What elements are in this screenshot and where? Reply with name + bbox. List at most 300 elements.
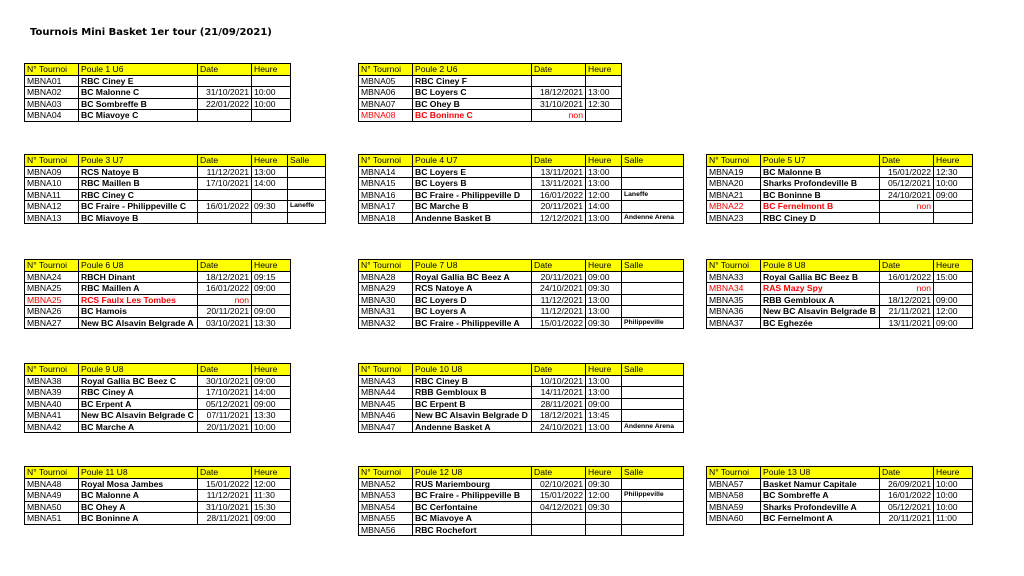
cell-team: RAS Mazy Spy — [761, 283, 880, 295]
table-header-row — [707, 155, 973, 167]
cell-time: 13:00 — [586, 294, 622, 306]
table-row — [359, 294, 684, 306]
header-date: Date — [880, 260, 934, 272]
cell-time — [252, 189, 288, 201]
header-time: Heure — [252, 64, 291, 76]
table-row — [359, 283, 684, 295]
table-row — [25, 201, 326, 213]
header-time: Heure — [586, 64, 622, 76]
cell-team: BC Fraire - Philippeville B — [413, 490, 532, 502]
cell-date: 15/01/2022 — [532, 490, 586, 502]
cell-time: 10:00 — [252, 87, 291, 99]
cell-tournoi-id: MBNA25 — [25, 294, 79, 306]
cell-tournoi-id: MBNA47 — [359, 421, 413, 433]
cell-date — [532, 524, 586, 536]
cell-venue — [622, 398, 684, 410]
cell-date: 20/11/2021 — [532, 271, 586, 283]
cell-venue — [622, 271, 684, 283]
header-tournoi-id: N° Tournoi — [707, 155, 761, 167]
cell-time — [934, 212, 973, 224]
cell-time: 13:30 — [252, 317, 291, 329]
cell-venue — [288, 178, 326, 190]
cell-time — [252, 110, 291, 122]
cell-time: 10:00 — [934, 178, 973, 190]
cell-tournoi-id: MBNA07 — [359, 98, 413, 110]
cell-team: BC Loyers A — [413, 306, 532, 318]
cell-date: 03/10/2021 — [198, 317, 252, 329]
cell-team: BC Boninne A — [79, 513, 198, 525]
cell-time: 12:30 — [934, 166, 973, 178]
table-row — [359, 212, 684, 224]
header-time: Heure — [934, 260, 973, 272]
cell-team: Royal Gallia BC Beez C — [79, 375, 198, 387]
cell-venue — [622, 166, 684, 178]
cell-venue — [288, 189, 326, 201]
header-venue: Salle — [622, 364, 684, 376]
cell-tournoi-id: MBNA34 — [707, 283, 761, 295]
cell-time — [586, 513, 622, 525]
cell-venue — [622, 375, 684, 387]
table-row — [707, 271, 973, 283]
cell-team: New BC Alsavin Belgrade C — [79, 410, 198, 422]
cell-team: RCS Faulx Les Tombes — [79, 294, 198, 306]
header-time: Heure — [586, 467, 622, 479]
cell-tournoi-id: MBNA42 — [25, 421, 79, 433]
table-row — [359, 501, 684, 513]
header-tournoi-id: N° Tournoi — [359, 260, 413, 272]
cell-time: 14:00 — [586, 201, 622, 213]
cell-team: BC Malonne C — [79, 87, 198, 99]
header-time: Heure — [252, 364, 291, 376]
cell-tournoi-id: MBNA09 — [25, 166, 79, 178]
table-row — [25, 98, 291, 110]
cell-tournoi-id: MBNA48 — [25, 478, 79, 490]
cell-team: BC Boninne B — [761, 189, 880, 201]
header-team: Poule 10 U8 — [413, 364, 532, 376]
header-tournoi-id: N° Tournoi — [25, 364, 79, 376]
header-date: Date — [198, 64, 252, 76]
cell-time — [252, 212, 288, 224]
cell-time: 13:00 — [586, 166, 622, 178]
cell-team: BC Fraire - Philippeville A — [413, 317, 532, 329]
header-time: Heure — [586, 364, 622, 376]
table-row — [707, 212, 973, 224]
cell-time: 13:00 — [586, 87, 622, 99]
cell-date: 28/11/2021 — [198, 513, 252, 525]
cell-date: 16/01/2022 — [198, 201, 252, 213]
table-row — [359, 110, 622, 122]
table-row — [25, 387, 291, 399]
cell-team: BC Miavoye B — [79, 212, 198, 224]
table-row — [359, 375, 684, 387]
header-tournoi-id: N° Tournoi — [25, 155, 79, 167]
table-row — [707, 478, 973, 490]
cell-time: 09:30 — [586, 283, 622, 295]
header-team: Poule 2 U6 — [413, 64, 532, 76]
poule-3-table — [24, 154, 326, 224]
cell-time: 09:15 — [252, 271, 291, 283]
cell-team: New BC Alsavin Belgrade B — [761, 306, 880, 318]
table-header-row — [707, 260, 973, 272]
table-row — [25, 166, 326, 178]
cell-date: 18/12/2021 — [198, 271, 252, 283]
cell-date: 31/10/2021 — [198, 501, 252, 513]
header-venue: Salle — [288, 155, 326, 167]
table-row — [359, 166, 684, 178]
table-row — [359, 306, 684, 318]
header-date: Date — [880, 467, 934, 479]
cell-tournoi-id: MBNA36 — [707, 306, 761, 318]
cell-tournoi-id: MBNA44 — [359, 387, 413, 399]
cell-date: 16/01/2022 — [532, 189, 586, 201]
cell-team: BC Fernelmont B — [761, 201, 880, 213]
table-row — [25, 283, 291, 295]
cell-team: BC Fraire - Philippeville D — [413, 189, 532, 201]
poule-10-table — [358, 363, 684, 433]
cell-time: 13:00 — [252, 166, 288, 178]
cell-team: BC Malonne A — [79, 490, 198, 502]
cell-date — [198, 212, 252, 224]
table-header-row — [25, 467, 291, 479]
cell-team: RBC Ciney D — [761, 212, 880, 224]
cell-date — [198, 75, 252, 87]
poule-8-table — [706, 259, 973, 329]
cell-team: BC Eghezée — [761, 317, 880, 329]
table-row — [25, 398, 291, 410]
table-row — [25, 410, 291, 422]
cell-team: BC Boninne C — [413, 110, 532, 122]
cell-team: New BC Alsavin Belgrade A — [79, 317, 198, 329]
cell-tournoi-id: MBNA60 — [707, 513, 761, 525]
cell-tournoi-id: MBNA39 — [25, 387, 79, 399]
cell-time — [252, 294, 291, 306]
cell-time: 12:00 — [586, 490, 622, 502]
cell-team: Basket Namur Capitale — [761, 478, 880, 490]
cell-time: 10:00 — [934, 490, 973, 502]
cell-tournoi-id: MBNA18 — [359, 212, 413, 224]
cell-venue: Laneffe — [288, 201, 326, 213]
cell-date: 22/01/2022 — [198, 98, 252, 110]
cell-time: 13:00 — [586, 421, 622, 433]
cell-date: 20/11/2021 — [198, 421, 252, 433]
cell-team: BC Sombreffe A — [761, 490, 880, 502]
cell-time — [586, 524, 622, 536]
cell-team: RUS Mariembourg — [413, 478, 532, 490]
cell-date: 05/12/2021 — [880, 178, 934, 190]
cell-date — [198, 110, 252, 122]
header-team: Poule 11 U8 — [79, 467, 198, 479]
cell-tournoi-id: MBNA05 — [359, 75, 413, 87]
header-date: Date — [198, 364, 252, 376]
table-row — [25, 87, 291, 99]
cell-time: 15:00 — [934, 271, 973, 283]
cell-tournoi-id: MBNA28 — [359, 271, 413, 283]
cell-team: BC Ohey B — [413, 98, 532, 110]
cell-time — [586, 110, 622, 122]
cell-tournoi-id: MBNA33 — [707, 271, 761, 283]
cell-time: 09:00 — [586, 398, 622, 410]
header-time: Heure — [934, 467, 973, 479]
cell-time: 09:30 — [586, 478, 622, 490]
cell-date: 15/01/2022 — [532, 317, 586, 329]
cell-time: 12:00 — [252, 478, 291, 490]
table-row — [359, 513, 684, 525]
cell-venue — [622, 478, 684, 490]
header-time: Heure — [586, 260, 622, 272]
cell-time: 09:30 — [252, 201, 288, 213]
cell-date: 18/12/2021 — [532, 410, 586, 422]
header-date: Date — [198, 260, 252, 272]
cell-tournoi-id: MBNA21 — [707, 189, 761, 201]
header-team: Poule 6 U8 — [79, 260, 198, 272]
cell-team: RBC Ciney F — [413, 75, 532, 87]
table-row — [25, 212, 326, 224]
cell-time: 10:00 — [934, 478, 973, 490]
cell-team: BC Marche B — [413, 201, 532, 213]
cell-venue — [622, 387, 684, 399]
cell-tournoi-id: MBNA49 — [25, 490, 79, 502]
cell-date: 31/10/2021 — [198, 87, 252, 99]
cell-date: 24/10/2021 — [532, 421, 586, 433]
cell-tournoi-id: MBNA24 — [25, 271, 79, 283]
cell-team: BC Miavoye C — [79, 110, 198, 122]
cell-tournoi-id: MBNA10 — [25, 178, 79, 190]
cell-date: 20/11/2021 — [198, 306, 252, 318]
cell-tournoi-id: MBNA54 — [359, 501, 413, 513]
cell-team: BC Fernelmont A — [761, 513, 880, 525]
cell-date: 04/12/2021 — [532, 501, 586, 513]
header-team: Poule 8 U8 — [761, 260, 880, 272]
table-row — [25, 75, 291, 87]
cell-venue — [622, 501, 684, 513]
cell-time: 09:00 — [252, 283, 291, 295]
cell-team: RBC Maillen A — [79, 283, 198, 295]
cell-date: 13/11/2021 — [880, 317, 934, 329]
cell-venue: Philippeville — [622, 490, 684, 502]
header-tournoi-id: N° Tournoi — [359, 64, 413, 76]
cell-time — [586, 75, 622, 87]
table-header-row — [359, 260, 684, 272]
cell-time: 11:00 — [934, 513, 973, 525]
cell-date: 24/10/2021 — [880, 189, 934, 201]
cell-tournoi-id: MBNA56 — [359, 524, 413, 536]
cell-team: BC Malonne B — [761, 166, 880, 178]
cell-date: 18/12/2021 — [532, 87, 586, 99]
cell-venue — [622, 513, 684, 525]
table-row — [707, 189, 973, 201]
cell-venue: Philippeville — [622, 317, 684, 329]
cell-time: 12:30 — [586, 98, 622, 110]
cell-date: 07/11/2021 — [198, 410, 252, 422]
cell-tournoi-id: MBNA37 — [707, 317, 761, 329]
table-row — [359, 421, 684, 433]
cell-venue — [622, 306, 684, 318]
cell-team: RBC Rochefort — [413, 524, 532, 536]
cell-tournoi-id: MBNA26 — [25, 306, 79, 318]
table-row — [25, 317, 291, 329]
poule-11-table — [24, 466, 291, 525]
cell-date: 20/11/2021 — [880, 513, 934, 525]
cell-team: New BC Alsavin Belgrade D — [413, 410, 532, 422]
cell-date: 05/12/2021 — [198, 398, 252, 410]
table-row — [25, 189, 326, 201]
poule-7-table — [358, 259, 684, 329]
cell-date: 11/12/2021 — [198, 166, 252, 178]
cell-team: RCS Natoye B — [79, 166, 198, 178]
header-team: Poule 9 U8 — [79, 364, 198, 376]
cell-date: 20/11/2021 — [532, 201, 586, 213]
cell-team: Royal Gallia BC Beez A — [413, 271, 532, 283]
table-row — [25, 421, 291, 433]
cell-venue: Andenne Arena — [622, 212, 684, 224]
cell-date: 16/01/2022 — [198, 283, 252, 295]
table-row — [359, 478, 684, 490]
cell-date: non — [880, 283, 934, 295]
poule-1-table — [24, 63, 291, 122]
cell-team: BC Loyers C — [413, 87, 532, 99]
cell-time: 11:30 — [252, 490, 291, 502]
table-row — [25, 501, 291, 513]
cell-time: 15:30 — [252, 501, 291, 513]
cell-time: 09:30 — [586, 501, 622, 513]
cell-tournoi-id: MBNA11 — [25, 189, 79, 201]
cell-date: non — [532, 110, 586, 122]
cell-time: 10:00 — [252, 421, 291, 433]
cell-tournoi-id: MBNA55 — [359, 513, 413, 525]
header-tournoi-id: N° Tournoi — [25, 260, 79, 272]
cell-date — [532, 75, 586, 87]
cell-tournoi-id: MBNA57 — [707, 478, 761, 490]
table-row — [25, 271, 291, 283]
cell-tournoi-id: MBNA50 — [25, 501, 79, 513]
cell-tournoi-id: MBNA15 — [359, 178, 413, 190]
table-header-row — [25, 64, 291, 76]
cell-time: 09:00 — [934, 317, 973, 329]
cell-date: 18/12/2021 — [880, 294, 934, 306]
header-tournoi-id: N° Tournoi — [25, 64, 79, 76]
cell-team: RBC Ciney A — [79, 387, 198, 399]
cell-tournoi-id: MBNA40 — [25, 398, 79, 410]
table-row — [707, 201, 973, 213]
cell-tournoi-id: MBNA59 — [707, 501, 761, 513]
cell-date: 14/11/2021 — [532, 387, 586, 399]
header-team: Poule 3 U7 — [79, 155, 198, 167]
table-row — [25, 178, 326, 190]
header-venue: Salle — [622, 155, 684, 167]
cell-date: 11/12/2021 — [532, 294, 586, 306]
table-row — [359, 87, 622, 99]
cell-tournoi-id: MBNA43 — [359, 375, 413, 387]
cell-tournoi-id: MBNA17 — [359, 201, 413, 213]
cell-tournoi-id: MBNA12 — [25, 201, 79, 213]
cell-tournoi-id: MBNA06 — [359, 87, 413, 99]
cell-time: 14:00 — [252, 387, 291, 399]
cell-date: 11/12/2021 — [532, 306, 586, 318]
table-header-row — [25, 155, 326, 167]
header-date: Date — [532, 364, 586, 376]
header-date: Date — [198, 155, 252, 167]
header-time: Heure — [252, 155, 288, 167]
cell-time: 12:00 — [586, 189, 622, 201]
poule-9-table — [24, 363, 291, 433]
table-row — [707, 166, 973, 178]
poule-6-table — [24, 259, 291, 329]
table-row — [359, 490, 684, 502]
cell-time: 14:00 — [252, 178, 288, 190]
cell-team: RBC Ciney B — [413, 375, 532, 387]
cell-time: 12:00 — [934, 306, 973, 318]
cell-venue: Andenne Arena — [622, 421, 684, 433]
cell-venue — [288, 212, 326, 224]
header-tournoi-id: N° Tournoi — [359, 467, 413, 479]
header-time: Heure — [252, 260, 291, 272]
cell-tournoi-id: MBNA46 — [359, 410, 413, 422]
cell-tournoi-id: MBNA58 — [707, 490, 761, 502]
table-row — [707, 513, 973, 525]
header-date: Date — [198, 467, 252, 479]
cell-team: BC Cerfontaine — [413, 501, 532, 513]
cell-team: BC Loyers E — [413, 166, 532, 178]
table-row — [25, 110, 291, 122]
table-header-row — [359, 467, 684, 479]
cell-tournoi-id: MBNA27 — [25, 317, 79, 329]
cell-time: 13:00 — [586, 212, 622, 224]
cell-date: 30/10/2021 — [198, 375, 252, 387]
cell-team: BC Ohey A — [79, 501, 198, 513]
cell-tournoi-id: MBNA51 — [25, 513, 79, 525]
header-tournoi-id: N° Tournoi — [707, 467, 761, 479]
poule-2-table — [358, 63, 622, 122]
cell-date: 28/11/2021 — [532, 398, 586, 410]
cell-team: RCS Natoye A — [413, 283, 532, 295]
cell-tournoi-id: MBNA01 — [25, 75, 79, 87]
cell-team: RBC Maillen B — [79, 178, 198, 190]
cell-team: BC Loyers D — [413, 294, 532, 306]
table-row — [359, 524, 684, 536]
cell-time — [934, 283, 973, 295]
header-tournoi-id: N° Tournoi — [359, 155, 413, 167]
table-row — [707, 283, 973, 295]
header-team: Poule 4 U7 — [413, 155, 532, 167]
cell-team: Sharks Profondeville B — [761, 178, 880, 190]
cell-team: BC Erpent A — [79, 398, 198, 410]
cell-date: 24/10/2021 — [532, 283, 586, 295]
cell-time: 09:00 — [934, 294, 973, 306]
cell-team: BC Fraire - Philippeville C — [79, 201, 198, 213]
cell-date: non — [880, 201, 934, 213]
cell-venue — [622, 283, 684, 295]
header-team: Poule 7 U8 — [413, 260, 532, 272]
cell-time — [934, 201, 973, 213]
cell-time: 09:00 — [252, 513, 291, 525]
header-tournoi-id: N° Tournoi — [359, 364, 413, 376]
header-date: Date — [532, 155, 586, 167]
cell-team: Royal Gallia BC Beez B — [761, 271, 880, 283]
cell-tournoi-id: MBNA30 — [359, 294, 413, 306]
cell-date — [198, 189, 252, 201]
cell-tournoi-id: MBNA35 — [707, 294, 761, 306]
cell-venue — [622, 410, 684, 422]
cell-time — [252, 75, 291, 87]
cell-venue — [622, 178, 684, 190]
header-team: Poule 12 U8 — [413, 467, 532, 479]
cell-date: 11/12/2021 — [198, 490, 252, 502]
table-row — [25, 294, 291, 306]
table-row — [359, 317, 684, 329]
cell-date — [532, 513, 586, 525]
cell-team: RBB Gembloux A — [761, 294, 880, 306]
cell-venue: Laneffe — [622, 189, 684, 201]
